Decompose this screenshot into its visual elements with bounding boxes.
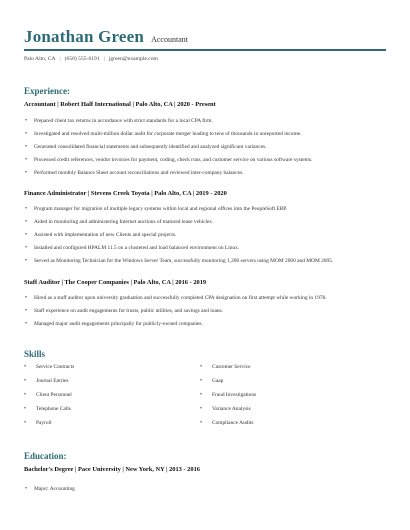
skill-item: • Fraud Investigations — [200, 392, 256, 399]
list-item: • Major: Accounting — [24, 486, 384, 493]
job-heading: Accountant | Robert Half International | Palo Alto, CA | 2020 - Present — [24, 101, 216, 108]
list-item: • Served as Monitoring Technician for the Windows Server Team, successfully monitoring 1,200 servers using MOM 2000 and MOM 2005. — [24, 258, 384, 265]
job-bullets — [24, 295, 384, 328]
skill-item: • Customer Service — [200, 364, 250, 371]
list-item: • Staff experience on audit engagements for trusts, public utilities, and savings and loans. — [24, 308, 384, 315]
skills-title: Skills — [24, 349, 46, 359]
contact-location: Palo Alto, CA — [24, 56, 56, 62]
list-item: • Aided in monitoring and administering Internet auctions of matured lease vehicles. — [24, 219, 384, 226]
list-item: • Prepared client tax returns in accordance with strict standards for a local CPA firm. — [24, 118, 384, 125]
candidate-role: Accountant — [151, 35, 188, 44]
contact-email: jgreen@example.com — [108, 56, 158, 62]
contact-line — [24, 56, 158, 62]
job-bullets — [24, 206, 384, 265]
experience-title: Experience: — [24, 86, 70, 96]
skill-item: • Journal Entries — [24, 378, 69, 385]
skill-item: • Variance Analysis — [200, 406, 251, 413]
list-item: • Installed and configured HPALM 11.5 on a clustered and load balanced environment on Linux. — [24, 245, 384, 252]
name-row — [24, 27, 386, 47]
skill-item: • Compliance Audits — [200, 420, 253, 427]
list-item: • Processed credit references, vendor invoices for payment, coding, check runs, and customer service on various software systems. — [24, 157, 384, 164]
job-heading: Finance Administrator | Stevens Creek Toyota | Palo Alto, CA | 2019 - 2020 — [24, 190, 227, 197]
candidate-name: Jonathan Green — [24, 27, 145, 46]
contact-separator: | — [59, 56, 61, 62]
contact-separator: | — [103, 56, 105, 62]
header-divider — [24, 49, 386, 51]
list-item: • Program manager for migration of multiple legacy systems within local and regional offices into the PeopleSoft ERP. — [24, 206, 384, 213]
education-bullets — [24, 486, 384, 493]
list-item: • Investigated and resolved multi-million dollar audit for corporate merger leading to tens of thousands in unreported income. — [24, 131, 384, 138]
skill-item: • Service Contracts — [24, 364, 74, 371]
job-bullets — [24, 118, 384, 177]
contact-phone: (650) 555-6191 — [64, 56, 100, 62]
education-heading: Bachelor's Degree | Pace University | New York, NY | 2013 - 2016 — [24, 466, 200, 473]
resume-header — [24, 27, 386, 47]
skill-item: • Telephone Calls — [24, 406, 71, 413]
list-item: • Assisted with implementation of new Clients and special projects. — [24, 232, 384, 239]
skill-item: • Gaap — [200, 378, 223, 385]
list-item: • Performed monthly Balance Sheet account reconciliations and reviewed inter-company balances. — [24, 170, 384, 177]
skill-item: • Payroll — [24, 420, 52, 427]
job-heading: Staff Auditor | The Cooper Companies | Palo Alto, CA | 2016 - 2019 — [24, 279, 207, 286]
education-title: Education: — [24, 451, 67, 461]
list-item: • Generated consolidated financial statements and subsequently identified and analyzed significant variances. — [24, 144, 384, 151]
list-item: • Hired as a staff auditor upon university graduation and successfully completed CPA designation on first attempt while working in 1978. — [24, 295, 384, 302]
list-item: • Managed major audit engagements principally for publicly-owned companies. — [24, 321, 384, 328]
skill-item: • Client Personnel — [24, 392, 72, 399]
